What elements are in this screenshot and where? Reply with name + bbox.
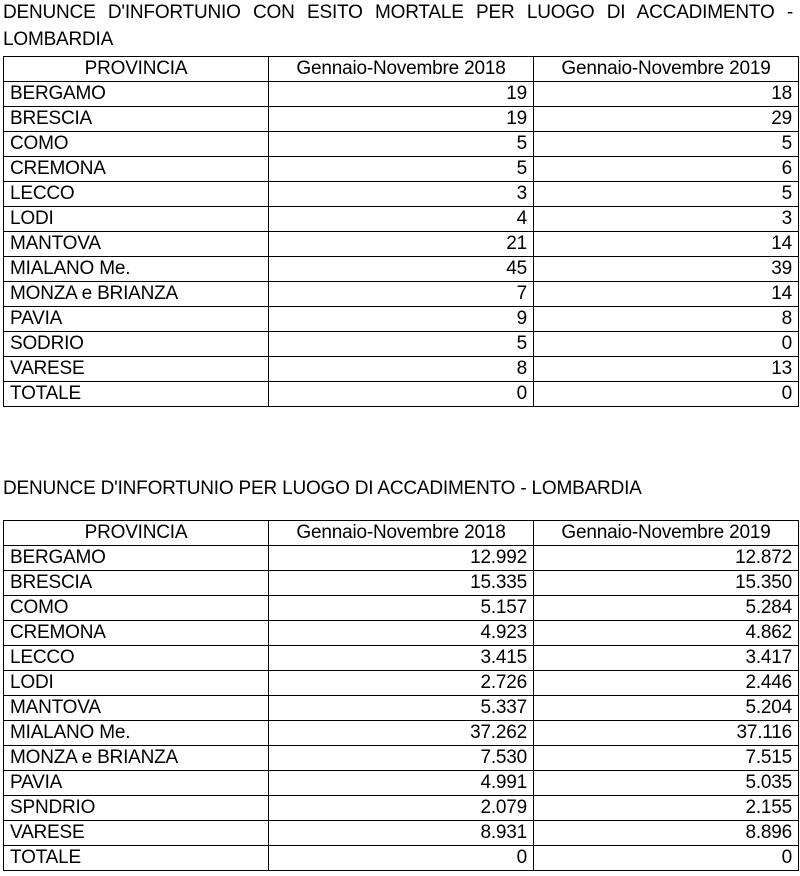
cell-provincia: BERGAMO xyxy=(4,82,269,107)
cell-value-2019: 8 xyxy=(534,307,799,332)
cell-value-2019: 37.116 xyxy=(534,721,799,746)
injuries-table-body xyxy=(4,546,799,871)
cell-provincia: TOTALE xyxy=(4,382,269,407)
cell-value-2018: 12.992 xyxy=(269,546,534,571)
cell-provincia: PAVIA xyxy=(4,307,269,332)
cell-value-2019: 3.417 xyxy=(534,646,799,671)
column-header-2018: Gennaio-Novembre 2018 xyxy=(269,57,534,82)
cell-provincia: BRESCIA xyxy=(4,571,269,596)
table-row xyxy=(4,257,799,282)
cell-provincia: COMO xyxy=(4,132,269,157)
cell-value-2018: 5.157 xyxy=(269,596,534,621)
cell-provincia: MONZA e BRIANZA xyxy=(4,746,269,771)
cell-value-2018: 45 xyxy=(269,257,534,282)
table-row xyxy=(4,646,799,671)
cell-provincia: MANTOVA xyxy=(4,232,269,257)
table-row xyxy=(4,571,799,596)
table-row xyxy=(4,746,799,771)
injuries-title: DENUNCE D'INFORTUNIO PER LUOGO DI ACCADIMENTO - LOMBARDIA xyxy=(3,478,642,499)
cell-value-2019: 0 xyxy=(534,846,799,871)
fatal-injuries-title-line2: LOMBARDIA xyxy=(3,29,114,50)
table-row xyxy=(4,132,799,157)
cell-value-2019: 13 xyxy=(534,357,799,382)
cell-value-2019: 5 xyxy=(534,132,799,157)
table-row xyxy=(4,796,799,821)
cell-value-2018: 4.923 xyxy=(269,621,534,646)
cell-provincia: SODRIO xyxy=(4,332,269,357)
table-row xyxy=(4,232,799,257)
column-header-2019: Gennaio-Novembre 2019 xyxy=(534,521,799,546)
cell-provincia: LECCO xyxy=(4,182,269,207)
column-header-provincia: PROVINCIA xyxy=(4,57,269,82)
cell-provincia: COMO xyxy=(4,596,269,621)
cell-provincia: MANTOVA xyxy=(4,696,269,721)
injuries-table xyxy=(3,520,799,871)
cell-provincia: PAVIA xyxy=(4,771,269,796)
cell-value-2019: 2.446 xyxy=(534,671,799,696)
cell-value-2019: 0 xyxy=(534,382,799,407)
cell-provincia: VARESE xyxy=(4,821,269,846)
cell-value-2019: 0 xyxy=(534,332,799,357)
cell-value-2019: 5.284 xyxy=(534,596,799,621)
cell-provincia: BRESCIA xyxy=(4,107,269,132)
cell-value-2019: 5 xyxy=(534,182,799,207)
table-row xyxy=(4,546,799,571)
cell-value-2019: 18 xyxy=(534,82,799,107)
cell-value-2018: 4.991 xyxy=(269,771,534,796)
table-row xyxy=(4,696,799,721)
cell-value-2019: 6 xyxy=(534,157,799,182)
cell-provincia: TOTALE xyxy=(4,846,269,871)
cell-provincia: MONZA e BRIANZA xyxy=(4,282,269,307)
table-row xyxy=(4,307,799,332)
cell-provincia: CREMONA xyxy=(4,621,269,646)
cell-value-2018: 21 xyxy=(269,232,534,257)
table-row xyxy=(4,596,799,621)
column-header-2018: Gennaio-Novembre 2018 xyxy=(269,521,534,546)
cell-value-2019: 7.515 xyxy=(534,746,799,771)
cell-provincia: MIALANO Me. xyxy=(4,721,269,746)
fatal-injuries-title xyxy=(3,0,797,53)
table-row xyxy=(4,107,799,132)
column-header-provincia: PROVINCIA xyxy=(4,521,269,546)
cell-value-2018: 7.530 xyxy=(269,746,534,771)
cell-value-2019: 39 xyxy=(534,257,799,282)
table-row xyxy=(4,282,799,307)
cell-value-2018: 5 xyxy=(269,132,534,157)
cell-value-2019: 5.204 xyxy=(534,696,799,721)
table-row xyxy=(4,207,799,232)
cell-value-2018: 5 xyxy=(269,157,534,182)
cell-value-2018: 8 xyxy=(269,357,534,382)
table-row xyxy=(4,332,799,357)
cell-provincia: BERGAMO xyxy=(4,546,269,571)
cell-value-2019: 8.896 xyxy=(534,821,799,846)
cell-provincia: LODI xyxy=(4,207,269,232)
cell-value-2018: 7 xyxy=(269,282,534,307)
cell-provincia: LECCO xyxy=(4,646,269,671)
cell-value-2018: 15.335 xyxy=(269,571,534,596)
cell-value-2018: 19 xyxy=(269,82,534,107)
cell-value-2018: 8.931 xyxy=(269,821,534,846)
cell-value-2019: 2.155 xyxy=(534,796,799,821)
table-row xyxy=(4,182,799,207)
table-row xyxy=(4,357,799,382)
cell-value-2019: 29 xyxy=(534,107,799,132)
table-header-row xyxy=(4,57,799,82)
cell-value-2019: 12.872 xyxy=(534,546,799,571)
table-row xyxy=(4,771,799,796)
cell-value-2019: 14 xyxy=(534,232,799,257)
table-row xyxy=(4,382,799,407)
cell-value-2018: 5.337 xyxy=(269,696,534,721)
table-row xyxy=(4,82,799,107)
table-row xyxy=(4,721,799,746)
table-row xyxy=(4,621,799,646)
column-header-2019: Gennaio-Novembre 2019 xyxy=(534,57,799,82)
cell-value-2019: 14 xyxy=(534,282,799,307)
cell-value-2018: 0 xyxy=(269,382,534,407)
table-row xyxy=(4,821,799,846)
cell-provincia: MIALANO Me. xyxy=(4,257,269,282)
cell-value-2018: 5 xyxy=(269,332,534,357)
cell-value-2018: 9 xyxy=(269,307,534,332)
cell-value-2019: 5.035 xyxy=(534,771,799,796)
cell-value-2018: 3 xyxy=(269,182,534,207)
cell-value-2018: 2.726 xyxy=(269,671,534,696)
cell-value-2018: 19 xyxy=(269,107,534,132)
table-row xyxy=(4,671,799,696)
cell-provincia: CREMONA xyxy=(4,157,269,182)
cell-provincia: SPNDRIO xyxy=(4,796,269,821)
cell-provincia: LODI xyxy=(4,671,269,696)
cell-value-2019: 4.862 xyxy=(534,621,799,646)
fatal-injuries-table xyxy=(3,56,799,407)
cell-value-2018: 2.079 xyxy=(269,796,534,821)
fatal-injuries-table-body xyxy=(4,82,799,407)
cell-value-2018: 3.415 xyxy=(269,646,534,671)
cell-value-2019: 3 xyxy=(534,207,799,232)
cell-value-2019: 15.350 xyxy=(534,571,799,596)
table-row xyxy=(4,846,799,871)
cell-value-2018: 4 xyxy=(269,207,534,232)
cell-value-2018: 37.262 xyxy=(269,721,534,746)
cell-value-2018: 0 xyxy=(269,846,534,871)
cell-provincia: VARESE xyxy=(4,357,269,382)
table-row xyxy=(4,157,799,182)
fatal-injuries-title-line1: DENUNCE D'INFORTUNIO CON ESITO MORTALE PER LUOGO DI ACCADIMENTO - xyxy=(3,2,793,23)
table-header-row xyxy=(4,521,799,546)
